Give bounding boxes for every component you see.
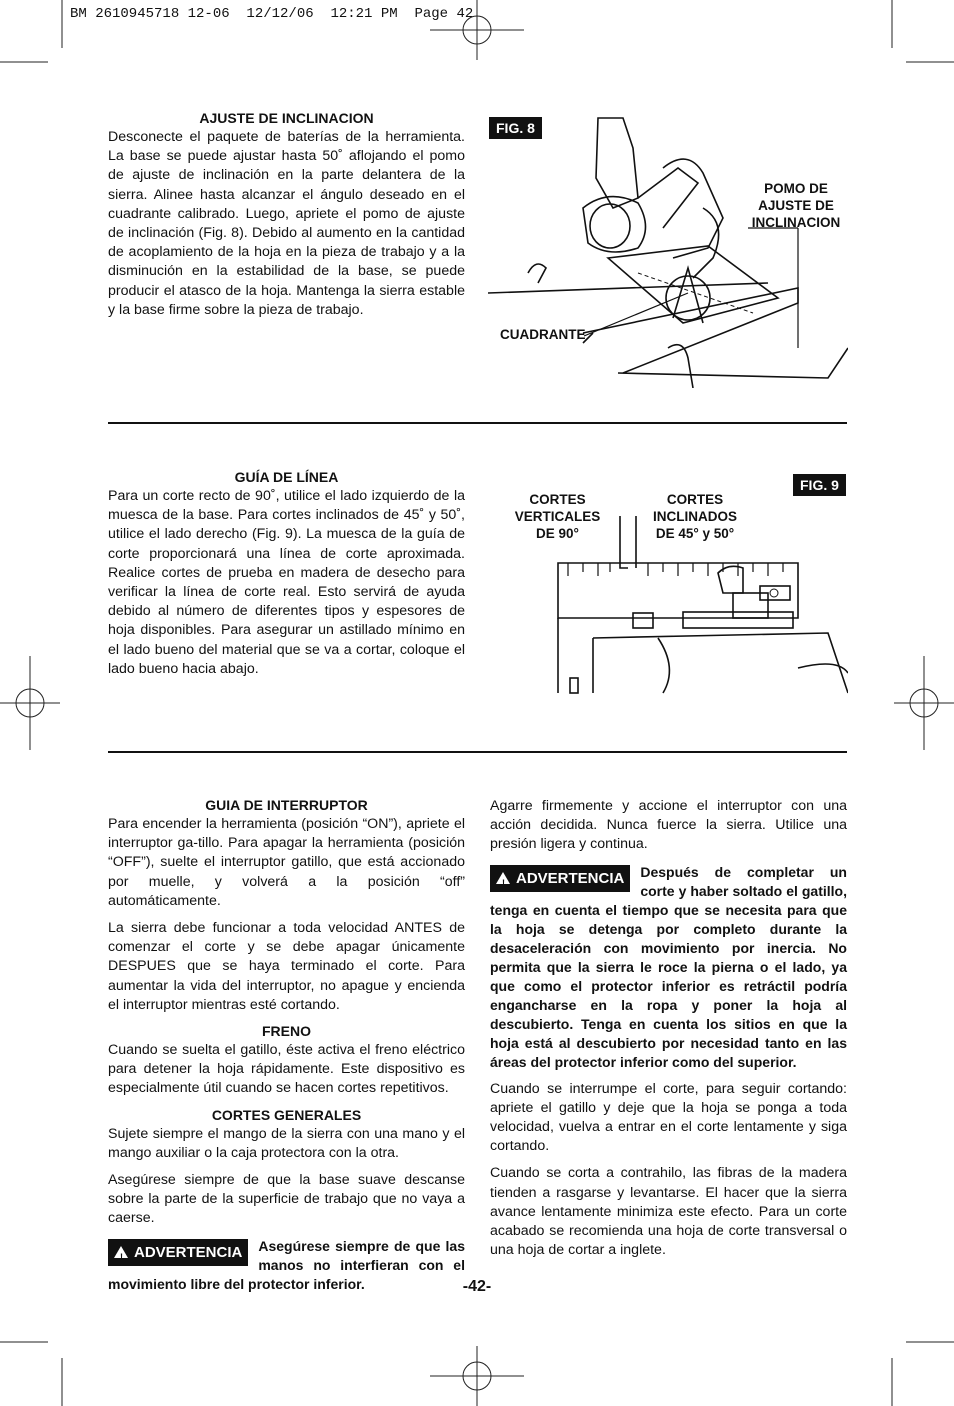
left-column-lower	[108, 797, 465, 1294]
section-title: AJUSTE DE INCLINACION	[199, 110, 374, 126]
section-ajuste-inclinacion	[108, 110, 465, 320]
fig8-saw-illustration	[488, 108, 848, 388]
section-body: Sujete siempre el mango de la sierra con una mano y el mango auxiliar o la caja protectora con la otra.	[108, 1125, 465, 1161]
section-body: Cuando se corta a contrahilo, las fibras de la madera tienden a rasgarse y levantarse. El hacer que la sierra avance lentamente minimiza este efecto. Para un corte acabado se recomienda una hoja de corte transversal o una hoja de cortar a inglete.	[490, 1165, 847, 1259]
warning-text: Después de completar un corte y haber soltado el gatillo, tenga en cuenta el tiempo que se necesita para que la hoja se detenga por completo durante la desaceleración con movimiento por inercia. No permita que la sierra le roce la pierna o el lado, ya que como el protector inferior es retráctil podría engancharse en la ropa y poner la hoja al descubierto. Tenga en cuenta los sitios en que la hoja está al descubierto por necesidad tanto en las áreas del protector inferior como del superior.	[490, 863, 847, 1070]
fig9-label: FIG. 9	[793, 474, 846, 496]
divider-1	[108, 422, 847, 424]
section-body: Asegúrese siempre de que la base suave descanse sobre la parte de la superficie de trabajo que no vaya a caerse.	[108, 1172, 465, 1227]
section-title: FRENO	[262, 1023, 311, 1040]
fig8-label: FIG. 8	[489, 117, 542, 139]
page-number: -42-	[462, 1278, 492, 1295]
section-body: Para un corte recto de 90˚, utilice el lado izquierdo de la muesca de la base. Para cortes inclinados de 45˚ y 50˚, utilice el lado derecho (Fig. 9). La muesca de la guía de corte proporcionará una línea de corte aproximada. Realice cortes de prueba en madera de desecho para verificar la línea de corte real. Esto servirá de ayuda debido al número de diferentes tipos y espesores de hoja disponibles. Para asegurar un astillado mínimo en el lado bueno del material que se va a cortar, coloque el lado bueno hacia abajo.	[108, 488, 465, 677]
section-body: Para encender la herramienta (posición “ON”), apriete el interruptor ga-tillo. Para apagar la herramienta (posición “OFF”), suelte el interruptor gatillo, que está accionado por muelle, y volverá a la posición “off” automáticamente.	[108, 816, 465, 909]
fig8-callout-dial: CUADRANTE	[500, 327, 586, 342]
section-body: Cuando se interrumpe el corte, para seguir cortando: apriete el gatillo y deje que la hoja se ponga a toda velocidad, vuelva a entrar en el corte lentamente y siga cortando.	[490, 1080, 847, 1155]
warning-badge: ! ADVERTENCIA	[108, 1239, 248, 1266]
section-title: GUIA DE INTERRUPTOR	[205, 797, 368, 813]
fig9-base-illustration	[548, 508, 848, 698]
section-body: Cuando se suelta el gatillo, éste activa el freno eléctrico para detener la hoja rápidamente. Este dispositivo es especialmente útil cuando se hacen cortes repetitivos.	[108, 1042, 465, 1097]
warning-badge: ! ADVERTENCIA	[490, 865, 630, 892]
warning-icon: !	[496, 872, 510, 884]
fig9-callout-vertical: CORTES VERTICALES DE 90°	[514, 492, 601, 541]
warning-block	[490, 863, 847, 1072]
fig9-callout-bevel: CORTES INCLINADOS DE 45° y 50°	[653, 492, 737, 541]
divider-2	[108, 751, 847, 753]
fig8-callout-knob: POMO DE AJUSTE DE INCLINACION	[751, 181, 841, 230]
section-title: GUÍA DE LÍNEA	[234, 469, 339, 485]
section-body: La sierra debe funcionar a toda velocidad ANTES de comenzar el corte y se debe apagar únicamente DESPUES que se haya terminado el corte. Para aumentar la vida del interruptor, no apague y encienda el interruptor mientras esté cortando.	[108, 920, 465, 1013]
right-column-lower	[490, 797, 847, 1260]
section-body: Desconecte el paquete de baterías de la herramienta. La base se puede ajustar hasta 50˚ aflojando el pomo de ajuste de inclinación en la parte delantera de la sierra. Alinee hasta alcanzar el ángulo deseado en el cuadrante calibrado. Luego, apriete el pomo de ajuste de inclinación (Fig. 8). Debido al aumento en la cantidad de acoplamiento de la hoja en la pieza de trabajo y a la disminución en la estabilidad de la base, se puede producir el atasco de la hoja. Mantenga la sierra estable y la base firme sobre la pieza de trabajo.	[108, 129, 465, 318]
fig9-scale-ticks	[568, 563, 783, 576]
section-guia-linea	[108, 469, 465, 679]
print-header: BM 2610945718 12-06 12/12/06 12:21 PM Page 42	[70, 6, 474, 22]
warning-text: Asegúrese siempre de que las manos no interfieran con el movimiento libre del protector inferior.	[108, 1237, 465, 1292]
section-body: Agarre firmemente y accione el interruptor con una acción decidida. Nunca fuerce la sierra. Utilice una presión ligera y continua.	[490, 798, 847, 853]
section-title: CORTES GENERALES	[211, 1106, 362, 1123]
warning-icon: !	[114, 1246, 128, 1258]
